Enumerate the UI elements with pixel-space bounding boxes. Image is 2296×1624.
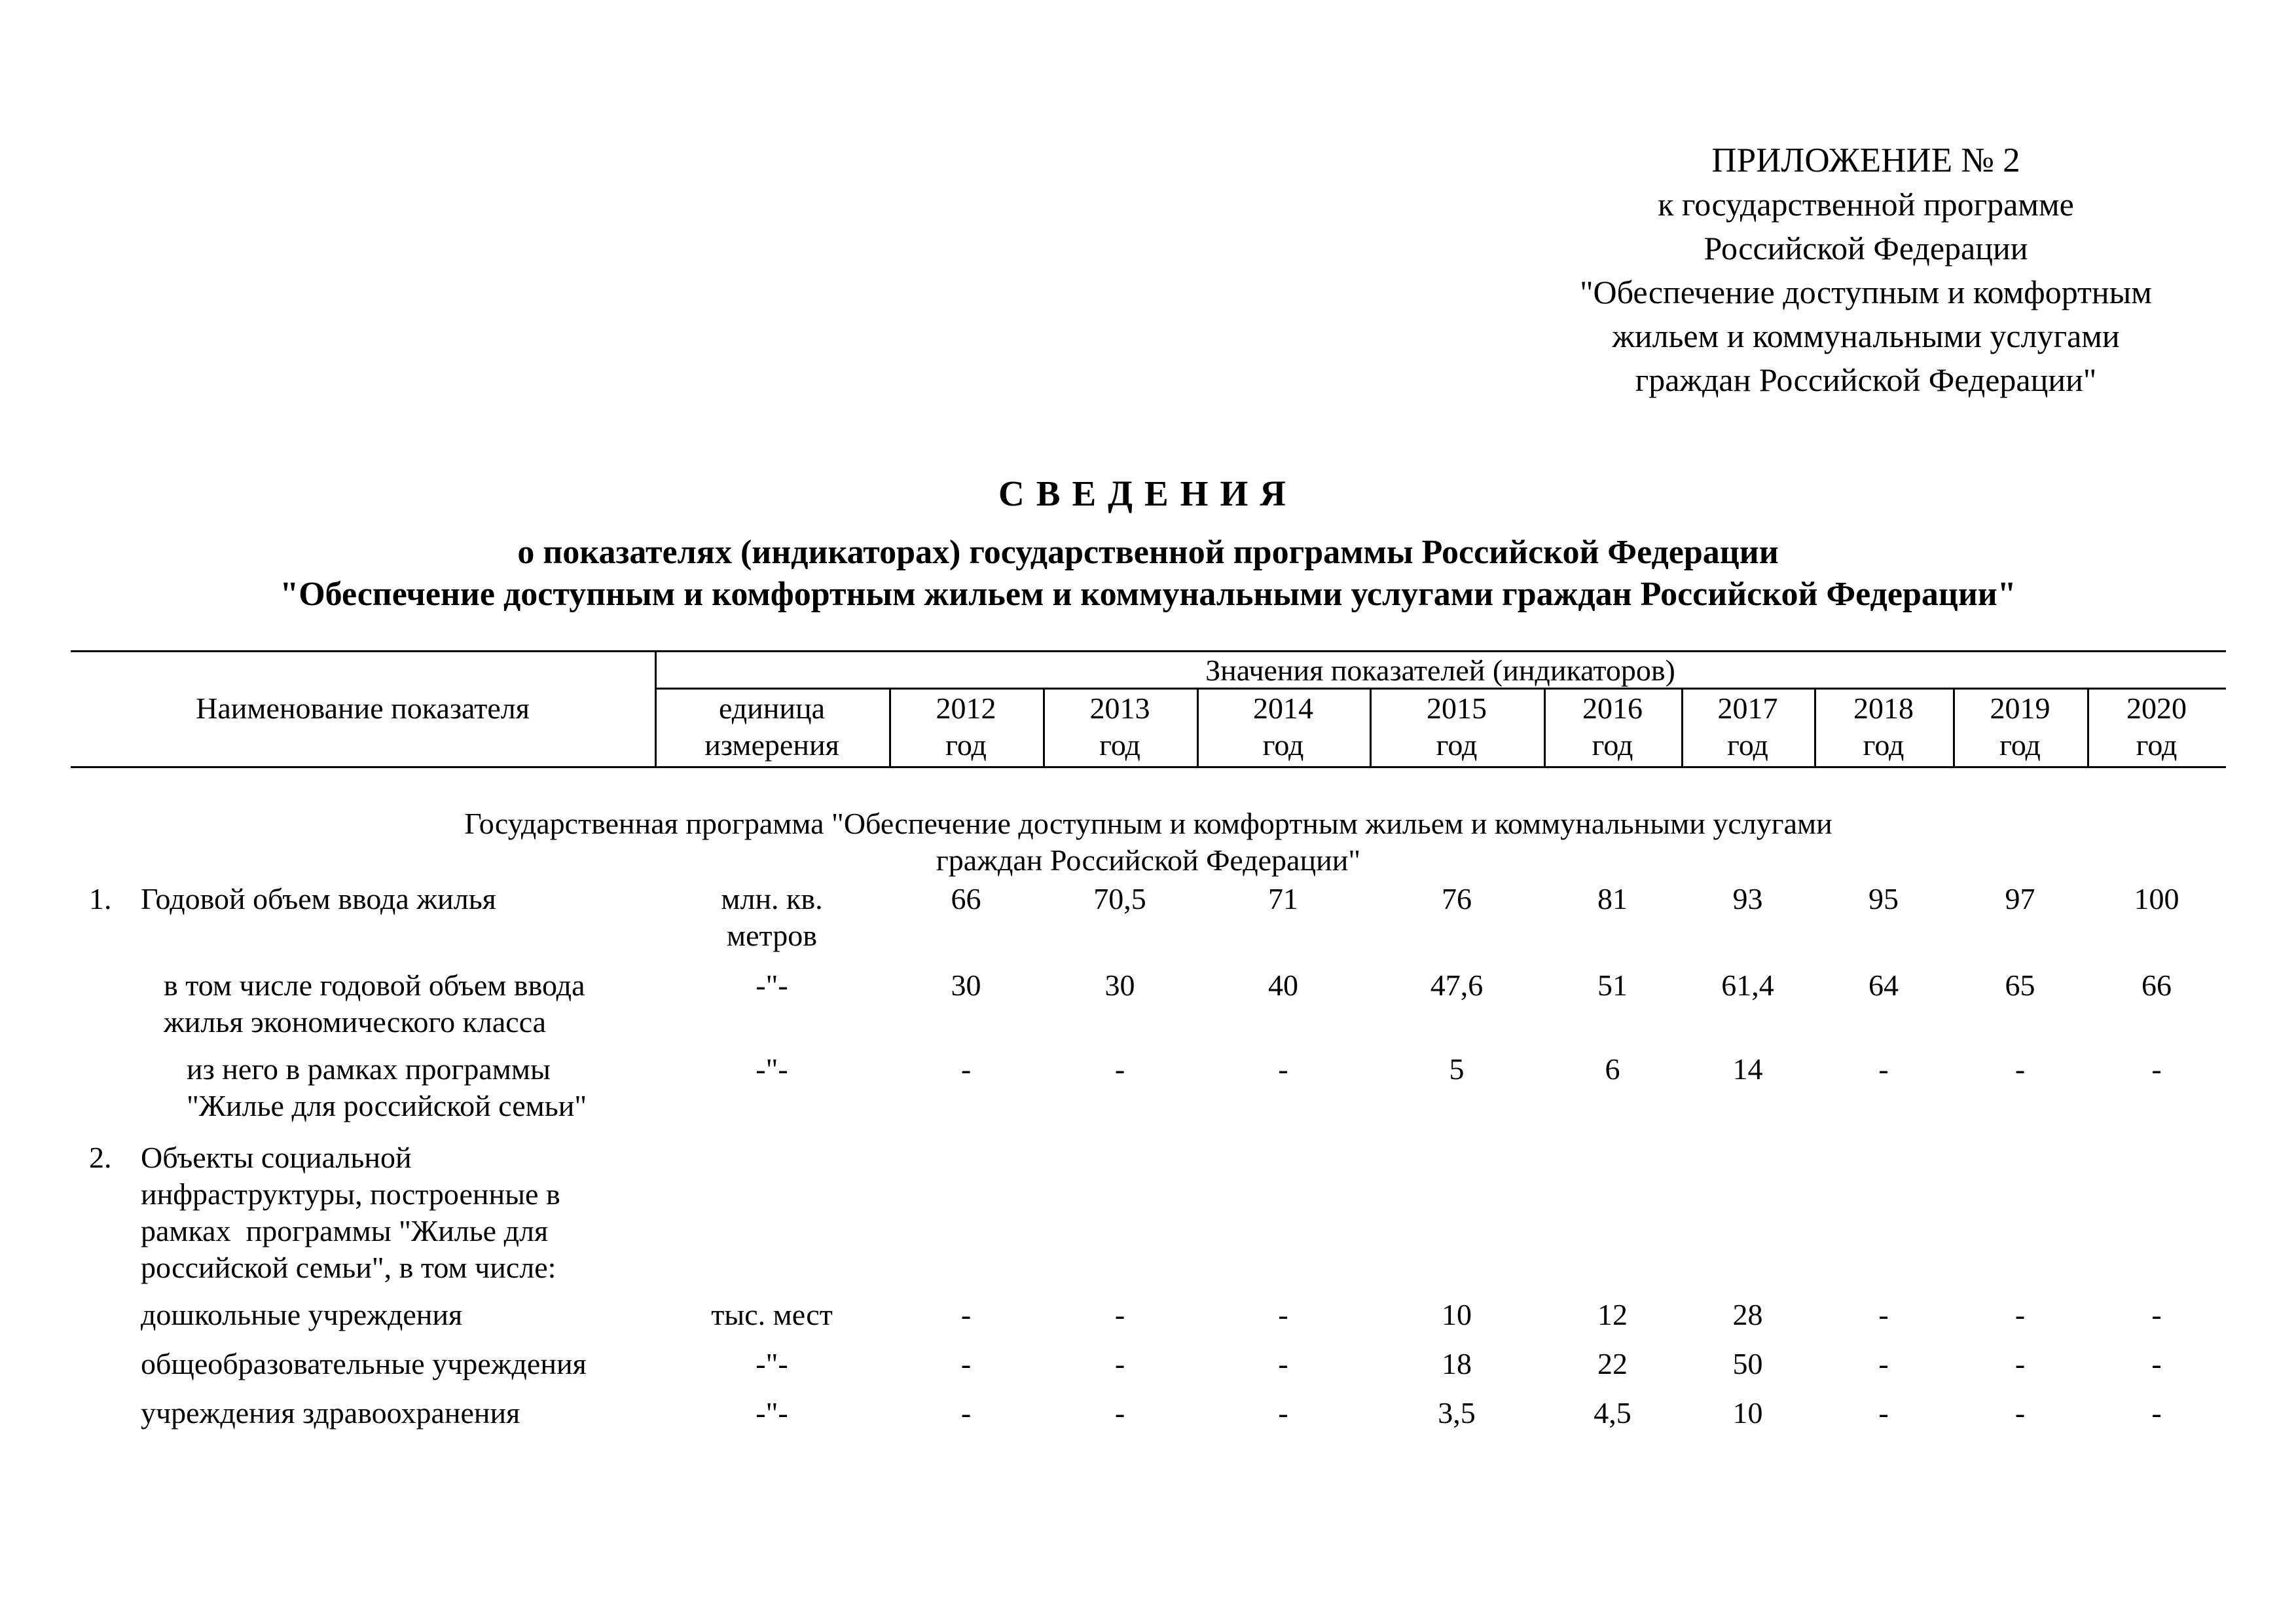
row-value-2015: 5	[1449, 1052, 1465, 1086]
year-suffix: год	[1262, 728, 1304, 762]
row-name-line: жилья экономического класса	[164, 1005, 547, 1039]
year-label: 2015	[1427, 692, 1487, 725]
year-suffix: год	[1436, 728, 1478, 762]
year-suffix: год	[1863, 728, 1904, 762]
row-name-line: рамках программы "Жилье для	[141, 1214, 549, 1247]
row-value-2013: -	[1114, 1347, 1125, 1380]
row-value-2013: -	[1114, 1052, 1125, 1086]
row-unit-line: метров	[727, 919, 817, 952]
year-label: 2012	[936, 692, 996, 725]
document-title: СВЕДЕНИЯ	[998, 473, 1298, 513]
year-label: 2018	[1853, 692, 1914, 725]
name-column-header: Наименование показателя	[196, 692, 530, 725]
year-header-2012	[889, 690, 1043, 764]
row-value-2018: -	[1878, 1052, 1889, 1086]
year-header-2018	[1814, 690, 1953, 764]
row-value-2020: -	[2151, 1298, 2162, 1331]
row-number: 2.	[89, 1141, 112, 1174]
row-value-2018: 95	[1868, 882, 1899, 915]
row-unit-line: тыс. мест	[711, 1298, 833, 1331]
row-name	[141, 881, 496, 917]
row-value-2016: 22	[1597, 1347, 1628, 1380]
year-header-2016	[1544, 690, 1681, 764]
appendix-line: "Обеспечение доступным и комфортным	[1580, 274, 2152, 310]
row-name-line: общеобразовательные учреждения	[141, 1347, 587, 1380]
row-value-2020: -	[2151, 1347, 2162, 1380]
row-value-2013: -	[1114, 1298, 1125, 1331]
row-value-2016: 4,5	[1594, 1396, 1631, 1430]
row-value-2014: -	[1278, 1052, 1288, 1086]
year-label: 2013	[1089, 692, 1150, 725]
row-number: 1.	[89, 882, 112, 915]
year-suffix: год	[1592, 728, 1633, 762]
row-name-line: "Жилье для российской семьи"	[187, 1089, 587, 1122]
row-value-2016: 6	[1605, 1052, 1620, 1086]
year-header-2015	[1370, 690, 1544, 764]
year-label: 2016	[1582, 692, 1643, 725]
row-name-line: из него в рамках программы	[187, 1052, 551, 1086]
year-label: 2014	[1253, 692, 1313, 725]
unit-column-header	[655, 690, 889, 764]
row-value-2016: 51	[1597, 969, 1628, 1002]
section-title-line: Государственная программа "Обеспечение доступным и комфортным жильем и коммунальными услугами	[464, 807, 1832, 840]
document-subtitle	[0, 532, 2296, 616]
row-unit	[655, 1297, 889, 1333]
appendix-line: жильем и коммунальными услугами	[1612, 318, 2120, 354]
unit-header-line: измерения	[704, 728, 839, 762]
row-value-2016: 12	[1597, 1298, 1628, 1331]
row-value-2013: 70,5	[1093, 882, 1146, 915]
row-value-2012: -	[960, 1298, 972, 1331]
row-value-2020: -	[2151, 1396, 2162, 1430]
row-value-2018: 64	[1868, 969, 1899, 1002]
row-value-2016: 81	[1597, 882, 1628, 915]
row-value-2012: 66	[951, 882, 981, 915]
section-title-line: граждан Российской Федерации"	[936, 843, 1361, 877]
row-name	[141, 1346, 587, 1382]
row-name	[187, 1051, 587, 1124]
row-unit-line: млн. кв.	[721, 882, 823, 915]
row-value-2014: -	[1278, 1347, 1288, 1380]
year-label: 2017	[1717, 692, 1778, 725]
row-unit	[655, 881, 889, 954]
year-header-2020	[2087, 690, 2226, 764]
row-name-line: российской семьи", в том числе:	[141, 1251, 556, 1284]
row-value-2019: -	[2014, 1052, 2026, 1086]
year-label: 2020	[2126, 692, 2187, 725]
row-value-2012: 30	[951, 969, 981, 1002]
row-value-2014: 71	[1268, 882, 1298, 915]
year-label: 2019	[1990, 692, 2050, 725]
appendix-title: ПРИЛОЖЕНИЕ № 2	[1711, 141, 2020, 179]
row-value-2015: 76	[1442, 882, 1472, 915]
row-value-2019: -	[2014, 1298, 2026, 1331]
row-value-2015: 18	[1442, 1347, 1472, 1380]
row-name	[164, 967, 585, 1041]
row-value-2015: 10	[1442, 1298, 1472, 1331]
row-value-2018: -	[1878, 1396, 1889, 1430]
row-value-2017: 14	[1732, 1052, 1763, 1086]
appendix-line: Российской Федерации	[1704, 230, 2028, 267]
subtitle-line: о показателях (индикаторах) государственной программы Российской Федерации	[517, 534, 1779, 571]
year-header-2014	[1197, 690, 1370, 764]
row-value-2017: 50	[1732, 1347, 1763, 1380]
table-header-bottom-rule	[71, 766, 2226, 768]
section-title	[71, 805, 2226, 879]
row-name-line: дошкольные учреждения	[141, 1298, 463, 1331]
row-value-2017: 10	[1732, 1396, 1763, 1430]
row-value-2019: 97	[2005, 882, 2035, 915]
row-name-line: учреждения здравоохранения	[141, 1396, 520, 1430]
row-value-2012: -	[960, 1347, 972, 1380]
row-value-2019: -	[2014, 1347, 2026, 1380]
row-unit	[655, 1346, 889, 1382]
row-name-line: инфраструктуры, построенные в	[141, 1177, 560, 1211]
row-value-2020: -	[2151, 1052, 2162, 1086]
row-value-2014: 40	[1268, 969, 1298, 1002]
row-name	[141, 1139, 560, 1286]
row-value-2020: 100	[2134, 882, 2179, 915]
row-unit-line: -"-	[756, 1396, 788, 1430]
row-value-2014: -	[1278, 1298, 1288, 1331]
row-value-2012: -	[960, 1396, 972, 1430]
subtitle-line: "Обеспечение доступным и комфортным жильем и коммунальными услугами граждан Российской Федерации"	[280, 576, 2016, 613]
row-value-2017: 93	[1732, 882, 1763, 915]
appendix-line: граждан Российской Федерации"	[1635, 361, 2097, 398]
row-value-2018: -	[1878, 1298, 1889, 1331]
year-suffix: год	[2136, 728, 2178, 762]
row-value-2017: 61,4	[1721, 969, 1774, 1002]
row-value-2013: 30	[1104, 969, 1135, 1002]
row-value-2015: 47,6	[1430, 969, 1484, 1002]
row-value-2012: -	[960, 1052, 972, 1086]
row-value-2018: -	[1878, 1347, 1889, 1380]
year-suffix: год	[1727, 728, 1768, 762]
row-unit	[655, 1051, 889, 1088]
year-suffix: год	[945, 728, 987, 762]
appendix-line: к государственной программе	[1658, 186, 2074, 223]
year-header-2013	[1043, 690, 1197, 764]
year-suffix: год	[1999, 728, 2041, 762]
row-name-line: Объекты социальной	[141, 1141, 412, 1174]
row-name-line: в том числе годовой объем ввода	[164, 969, 585, 1002]
row-unit-line: -"-	[756, 969, 788, 1002]
unit-header-line: единица	[718, 692, 826, 725]
year-header-2019	[1953, 690, 2087, 764]
year-header-2017	[1681, 690, 1814, 764]
row-value-2017: 28	[1732, 1298, 1763, 1331]
row-value-2020: 66	[2141, 969, 2172, 1002]
row-unit	[655, 1395, 889, 1431]
row-unit	[655, 967, 889, 1004]
row-value-2015: 3,5	[1438, 1396, 1476, 1430]
appendix-block	[1467, 139, 2265, 402]
year-suffix: год	[1099, 728, 1140, 762]
row-unit-line: -"-	[756, 1347, 788, 1380]
values-column-header: Значения показателей (индикаторов)	[1205, 654, 1675, 687]
row-unit-line: -"-	[756, 1052, 788, 1086]
row-value-2019: -	[2014, 1396, 2026, 1430]
row-name	[141, 1297, 462, 1333]
row-name	[141, 1395, 520, 1431]
row-value-2013: -	[1114, 1396, 1125, 1430]
row-name-line: Годовой объем ввода жилья	[141, 882, 496, 915]
row-value-2014: -	[1278, 1396, 1288, 1430]
row-value-2019: 65	[2005, 969, 2035, 1002]
